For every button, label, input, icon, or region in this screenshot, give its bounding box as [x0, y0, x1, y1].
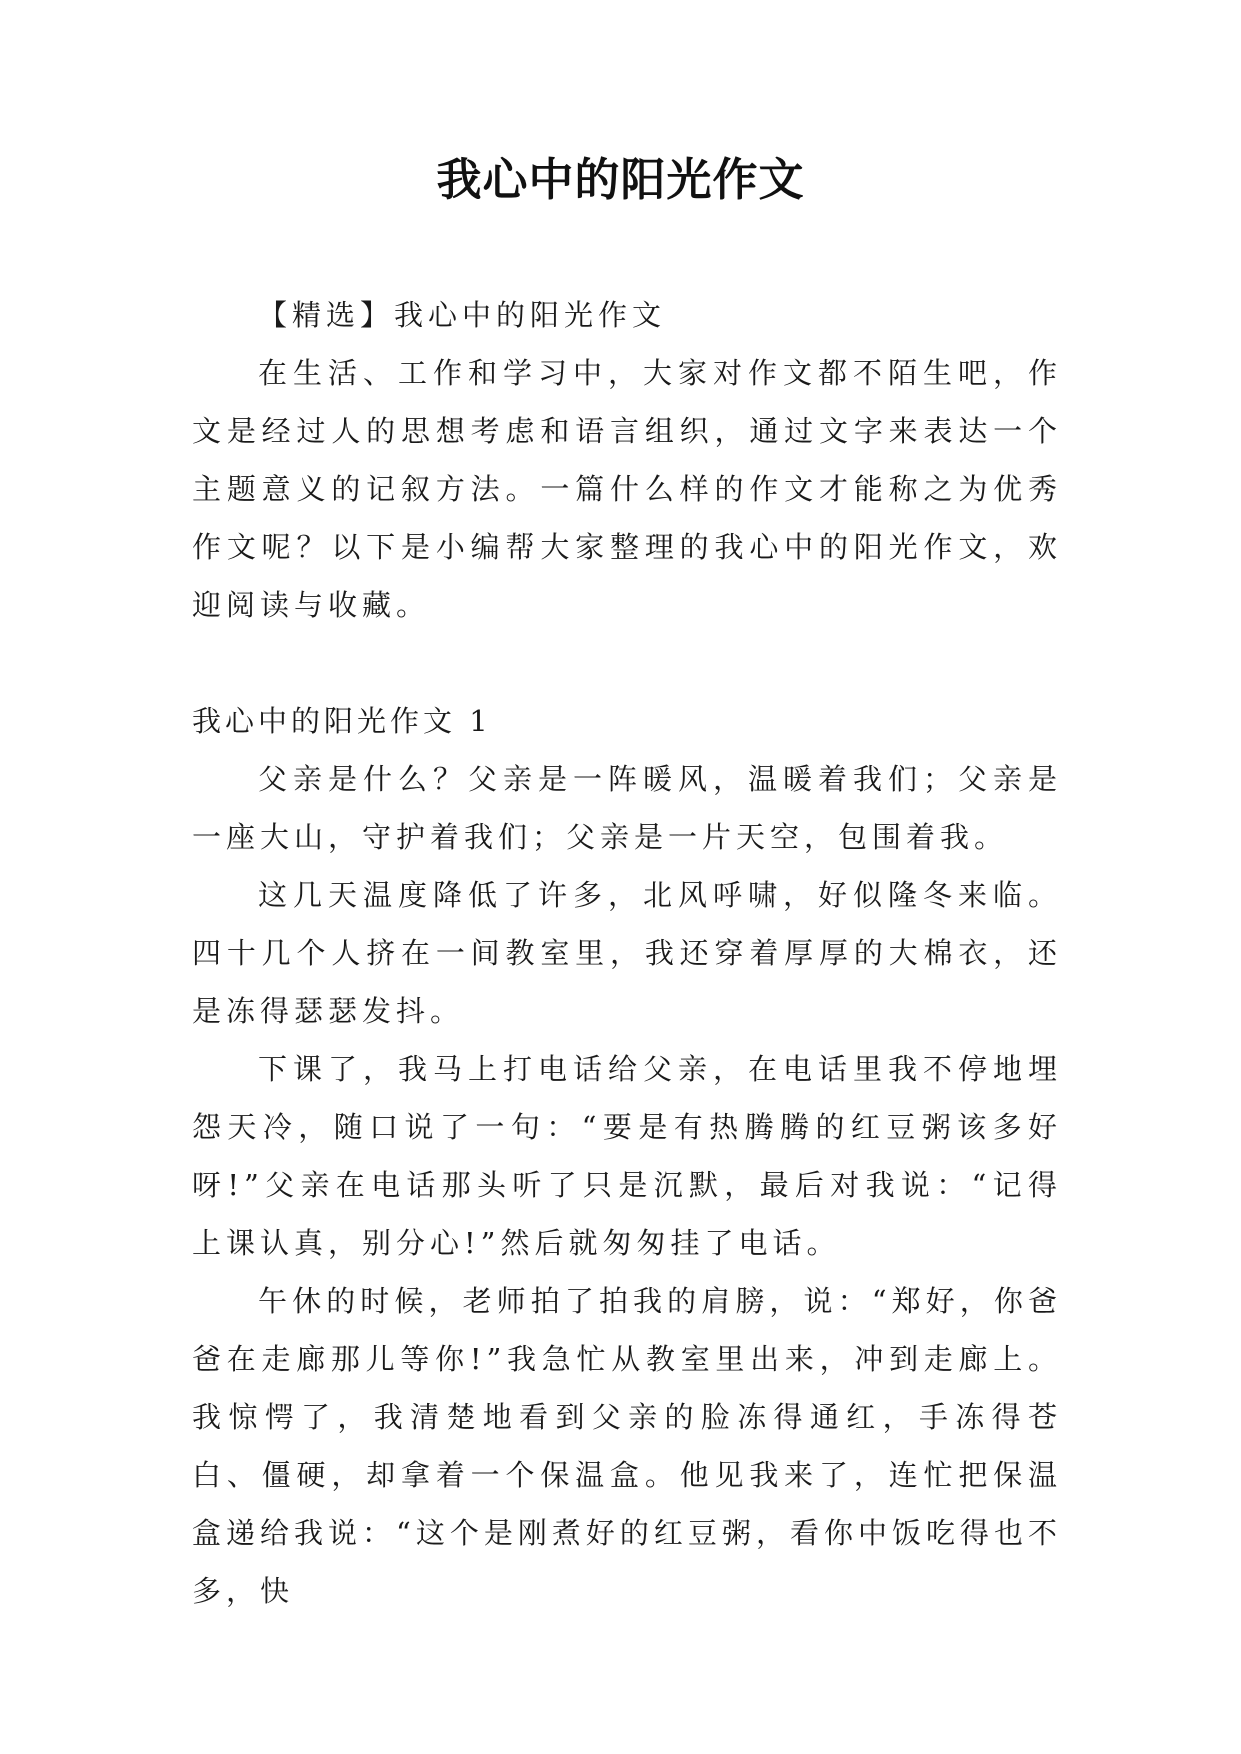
section-spacer: [192, 634, 1062, 692]
body-paragraph: 这几天温度降低了许多，北风呼啸，好似隆冬来临。四十几个人挤在一间教室里，我还穿着厚厚的大棉衣，还是冻得瑟瑟发抖。: [192, 878, 1062, 1028]
body-paragraph: 午休的时候，老师拍了拍我的肩膀，说：“郑好，你爸爸在走廊那儿等你!”我急忙从教室里出来，冲到走廊上。我惊愕了，我清楚地看到父亲的脸冻得通红，手冻得苍白、僵硬，却拿着一个保温盒。他见我来了，连忙把保温盒递给我说：“这个是刚煮好的红豆粥，看你中饭吃得也不多，快: [192, 1284, 1062, 1608]
section-heading: 我心中的阳光作文 1: [192, 704, 492, 738]
intro-label: 【精选】我心中的阳光作文: [258, 298, 667, 332]
document-body: [192, 286, 1062, 1620]
body-paragraph: 父亲是什么？父亲是一阵暖风，温暖着我们；父亲是一座大山，守护着我们；父亲是一片天空，包围着我。: [192, 762, 1062, 854]
intro-paragraph: 在生活、工作和学习中，大家对作文都不陌生吧，作文是经过人的思想考虑和语言组织，通过文字来表达一个主题意义的记叙方法。一篇什么样的作文才能称之为优秀作文呢？以下是小编帮大家整理的我心中的阳光作文，欢迎阅读与收藏。: [192, 356, 1062, 622]
body-paragraph: 下课了，我马上打电话给父亲，在电话里我不停地埋怨天冷，随口说了一句：“要是有热腾腾的红豆粥该多好呀!”父亲在电话那头听了只是沉默，最后对我说：“记得上课认真，别分心!”然后就匆匆挂了电话。: [192, 1052, 1062, 1260]
document-title: 我心中的阳光作文: [436, 153, 805, 206]
